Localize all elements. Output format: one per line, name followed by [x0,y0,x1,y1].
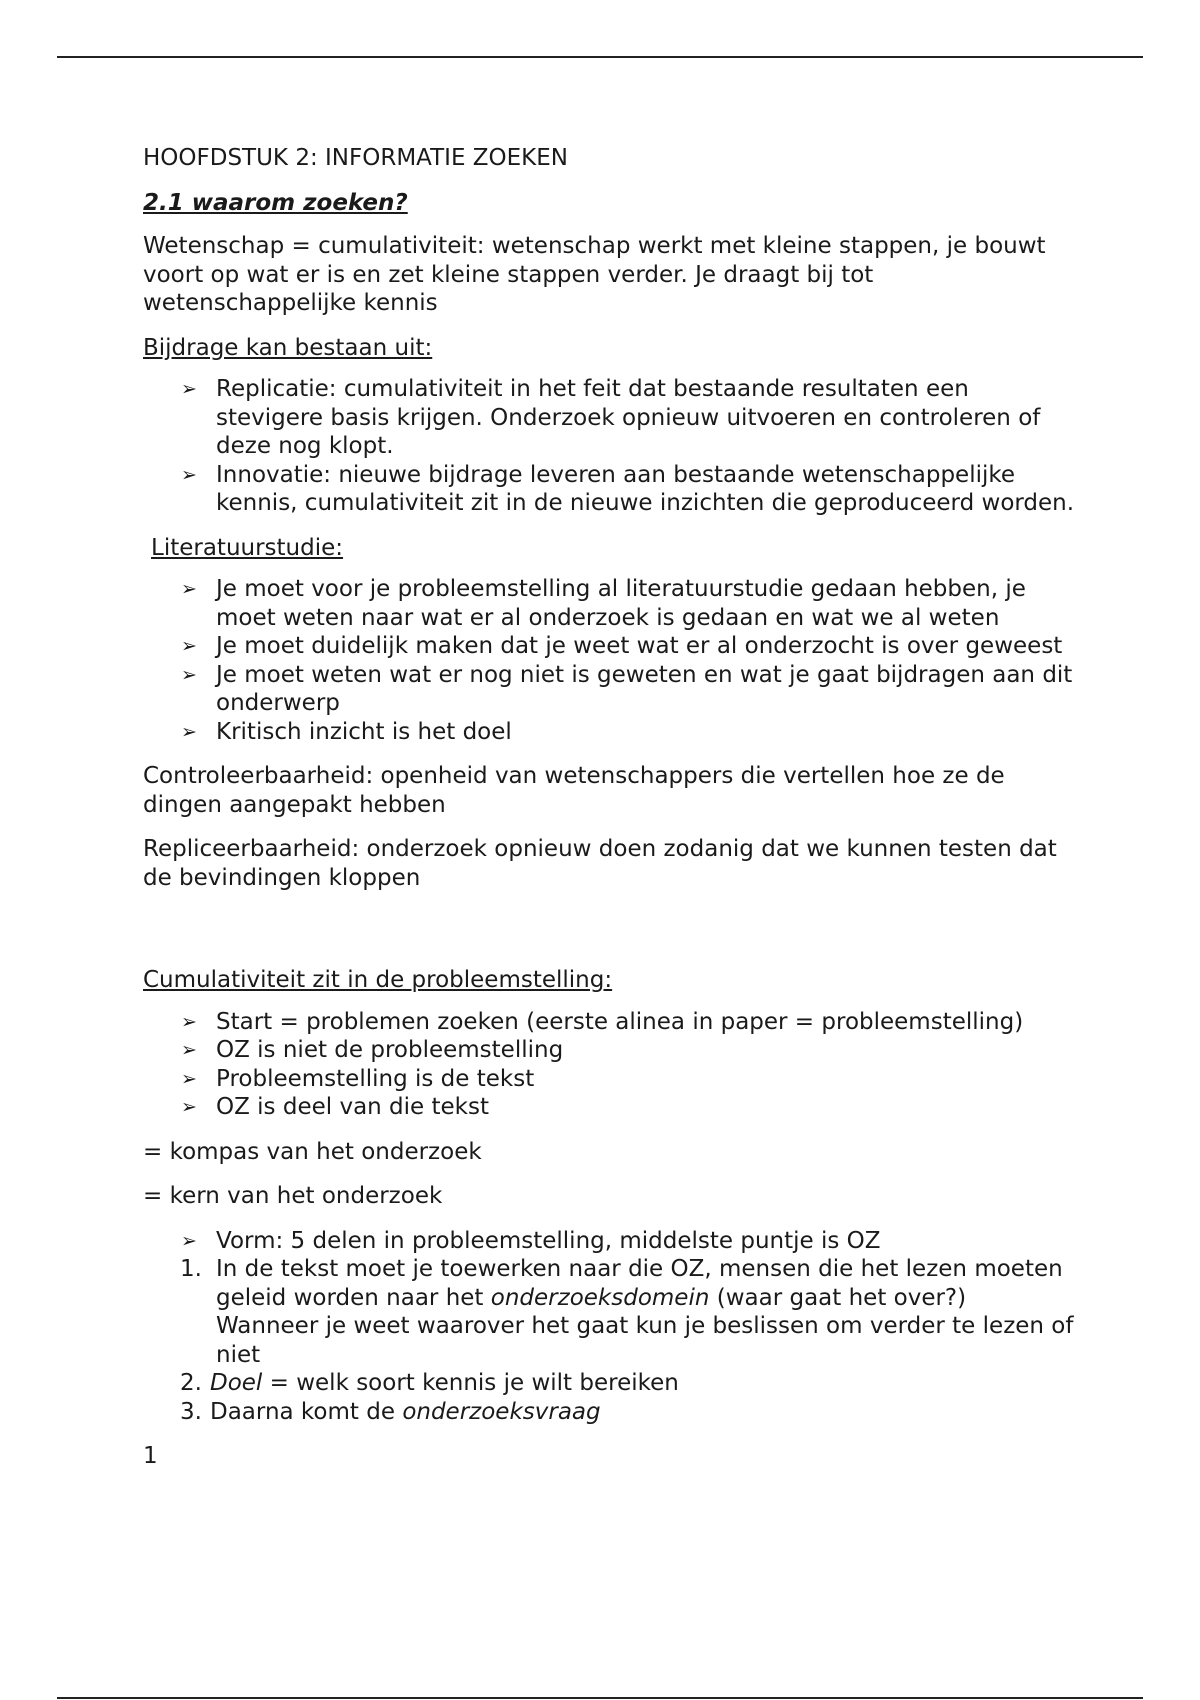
literature-label: Literatuurstudie: [151,534,344,561]
list-item: ➢ Vorm: 5 delen in probleemstelling, middelste puntje is OZ [181,1227,881,1254]
controllability-paragraph: Controleerbaarheid: openheid van wetenschappers die vertellen hoe ze de dingen aangepakt hebben [143,763,1005,818]
header-rule [57,56,1143,58]
arrow-bullet-icon: ➢ [181,663,197,686]
arrow-bullet-icon: ➢ [181,1096,197,1118]
replicability-paragraph: Repliceerbaarheid: onderzoek opnieuw doen zodanig dat we kunnen testen dat de bevindingen kloppen [143,836,1057,891]
list-item: ➢ Start = problemen zoeken (eerste alinea in paper = probleemstelling) [181,1008,1024,1035]
list-item: ➢ OZ is deel van die tekst [181,1094,489,1120]
arrow-bullet-icon: ➢ [181,635,197,657]
cumulativity-list [143,1008,1083,1122]
page-number: 1 [143,1443,158,1469]
list-item: ➢ OZ is niet de probleemstelling [181,1037,564,1063]
list-item: ➢ Innovatie: nieuwe bijdrage leveren aan bestaande wetenschappelijke kennis, cumulativiteit zit in de nieuwe inzichten die geproduceerd worden. [181,461,1075,516]
numbered-item: 3. Daarna komt de onderzoeksvraag [180,1398,601,1425]
list-item: ➢ Kritisch inzicht is het doel [181,718,512,745]
form-numbered-list [143,1255,1083,1426]
intro-paragraph: Wetenschap = cumulativiteit: wetenschap werkt met kleine stappen, je bouwt voort op wat er is en zet kleine stappen verder. Je draagt bij tot wetenschappelijke kennis [143,233,1046,316]
arrow-bullet-icon: ➢ [181,378,197,400]
numbered-item: 2. Doel = welk soort kennis je wilt bereiken [180,1370,679,1396]
item-number: 3. [180,1398,202,1425]
chapter-heading: HOOFDSTUK 2: INFORMATIE ZOEKEN [143,145,568,171]
arrow-bullet-icon: ➢ [181,1229,197,1252]
contribution-list [143,375,1083,518]
cumulativity-label: Cumulativiteit zit in de probleemstelling: [143,967,613,993]
list-item: ➢ Replicatie: cumulativiteit in het feit dat bestaande resultaten een stevigere basis krijgen. Onderzoek opnieuw uitvoeren en controleren of deze nog klopt. [181,376,1041,459]
literature-list [143,575,1083,746]
item-number: 1. [180,1256,202,1282]
arrow-bullet-icon: ➢ [181,1010,197,1033]
form-list [143,1227,1083,1256]
arrow-bullet-icon: ➢ [181,720,197,743]
blank-line [143,908,1083,966]
arrow-bullet-icon: ➢ [181,463,197,486]
arrow-bullet-icon: ➢ [181,1039,197,1061]
numbered-item: 1. In de tekst moet je toewerken naar die OZ, mensen die het lezen moeten geleid worden naar het onderzoeksdomein (waar gaat het over?) Wanneer je weet waarover het gaat kun je beslissen om verder te lezen of niet [180,1256,1074,1368]
item-continuation: Wanneer je weet waarover het gaat kun je beslissen om verder te lezen of niet [216,1313,1074,1368]
list-item: ➢ Je moet weten wat er nog niet is geweten en wat je gaat bijdragen aan dit onderwerp [181,661,1073,716]
list-item: ➢ Je moet duidelijk maken dat je weet wat er al onderzocht is over geweest [181,633,1063,659]
contribution-label: Bijdrage kan bestaan uit: [143,334,433,361]
arrow-bullet-icon: ➢ [181,1067,197,1090]
list-item: ➢ Je moet voor je probleemstelling al literatuurstudie gedaan hebben, je moet weten naar wat er al onderzoek is gedaan en wat we al weten [181,576,1026,631]
arrow-bullet-icon: ➢ [181,578,197,600]
compass-line: = kompas van het onderzoek [143,1138,482,1165]
list-item: ➢ Probleemstelling is de tekst [181,1065,535,1092]
document-page [143,144,1083,1471]
item-number: 2. [180,1370,202,1396]
section-title: 2.1 waarom zoeken? [143,189,408,216]
footer-rule [57,1697,1143,1699]
core-line: = kern van het onderzoek [143,1183,443,1209]
